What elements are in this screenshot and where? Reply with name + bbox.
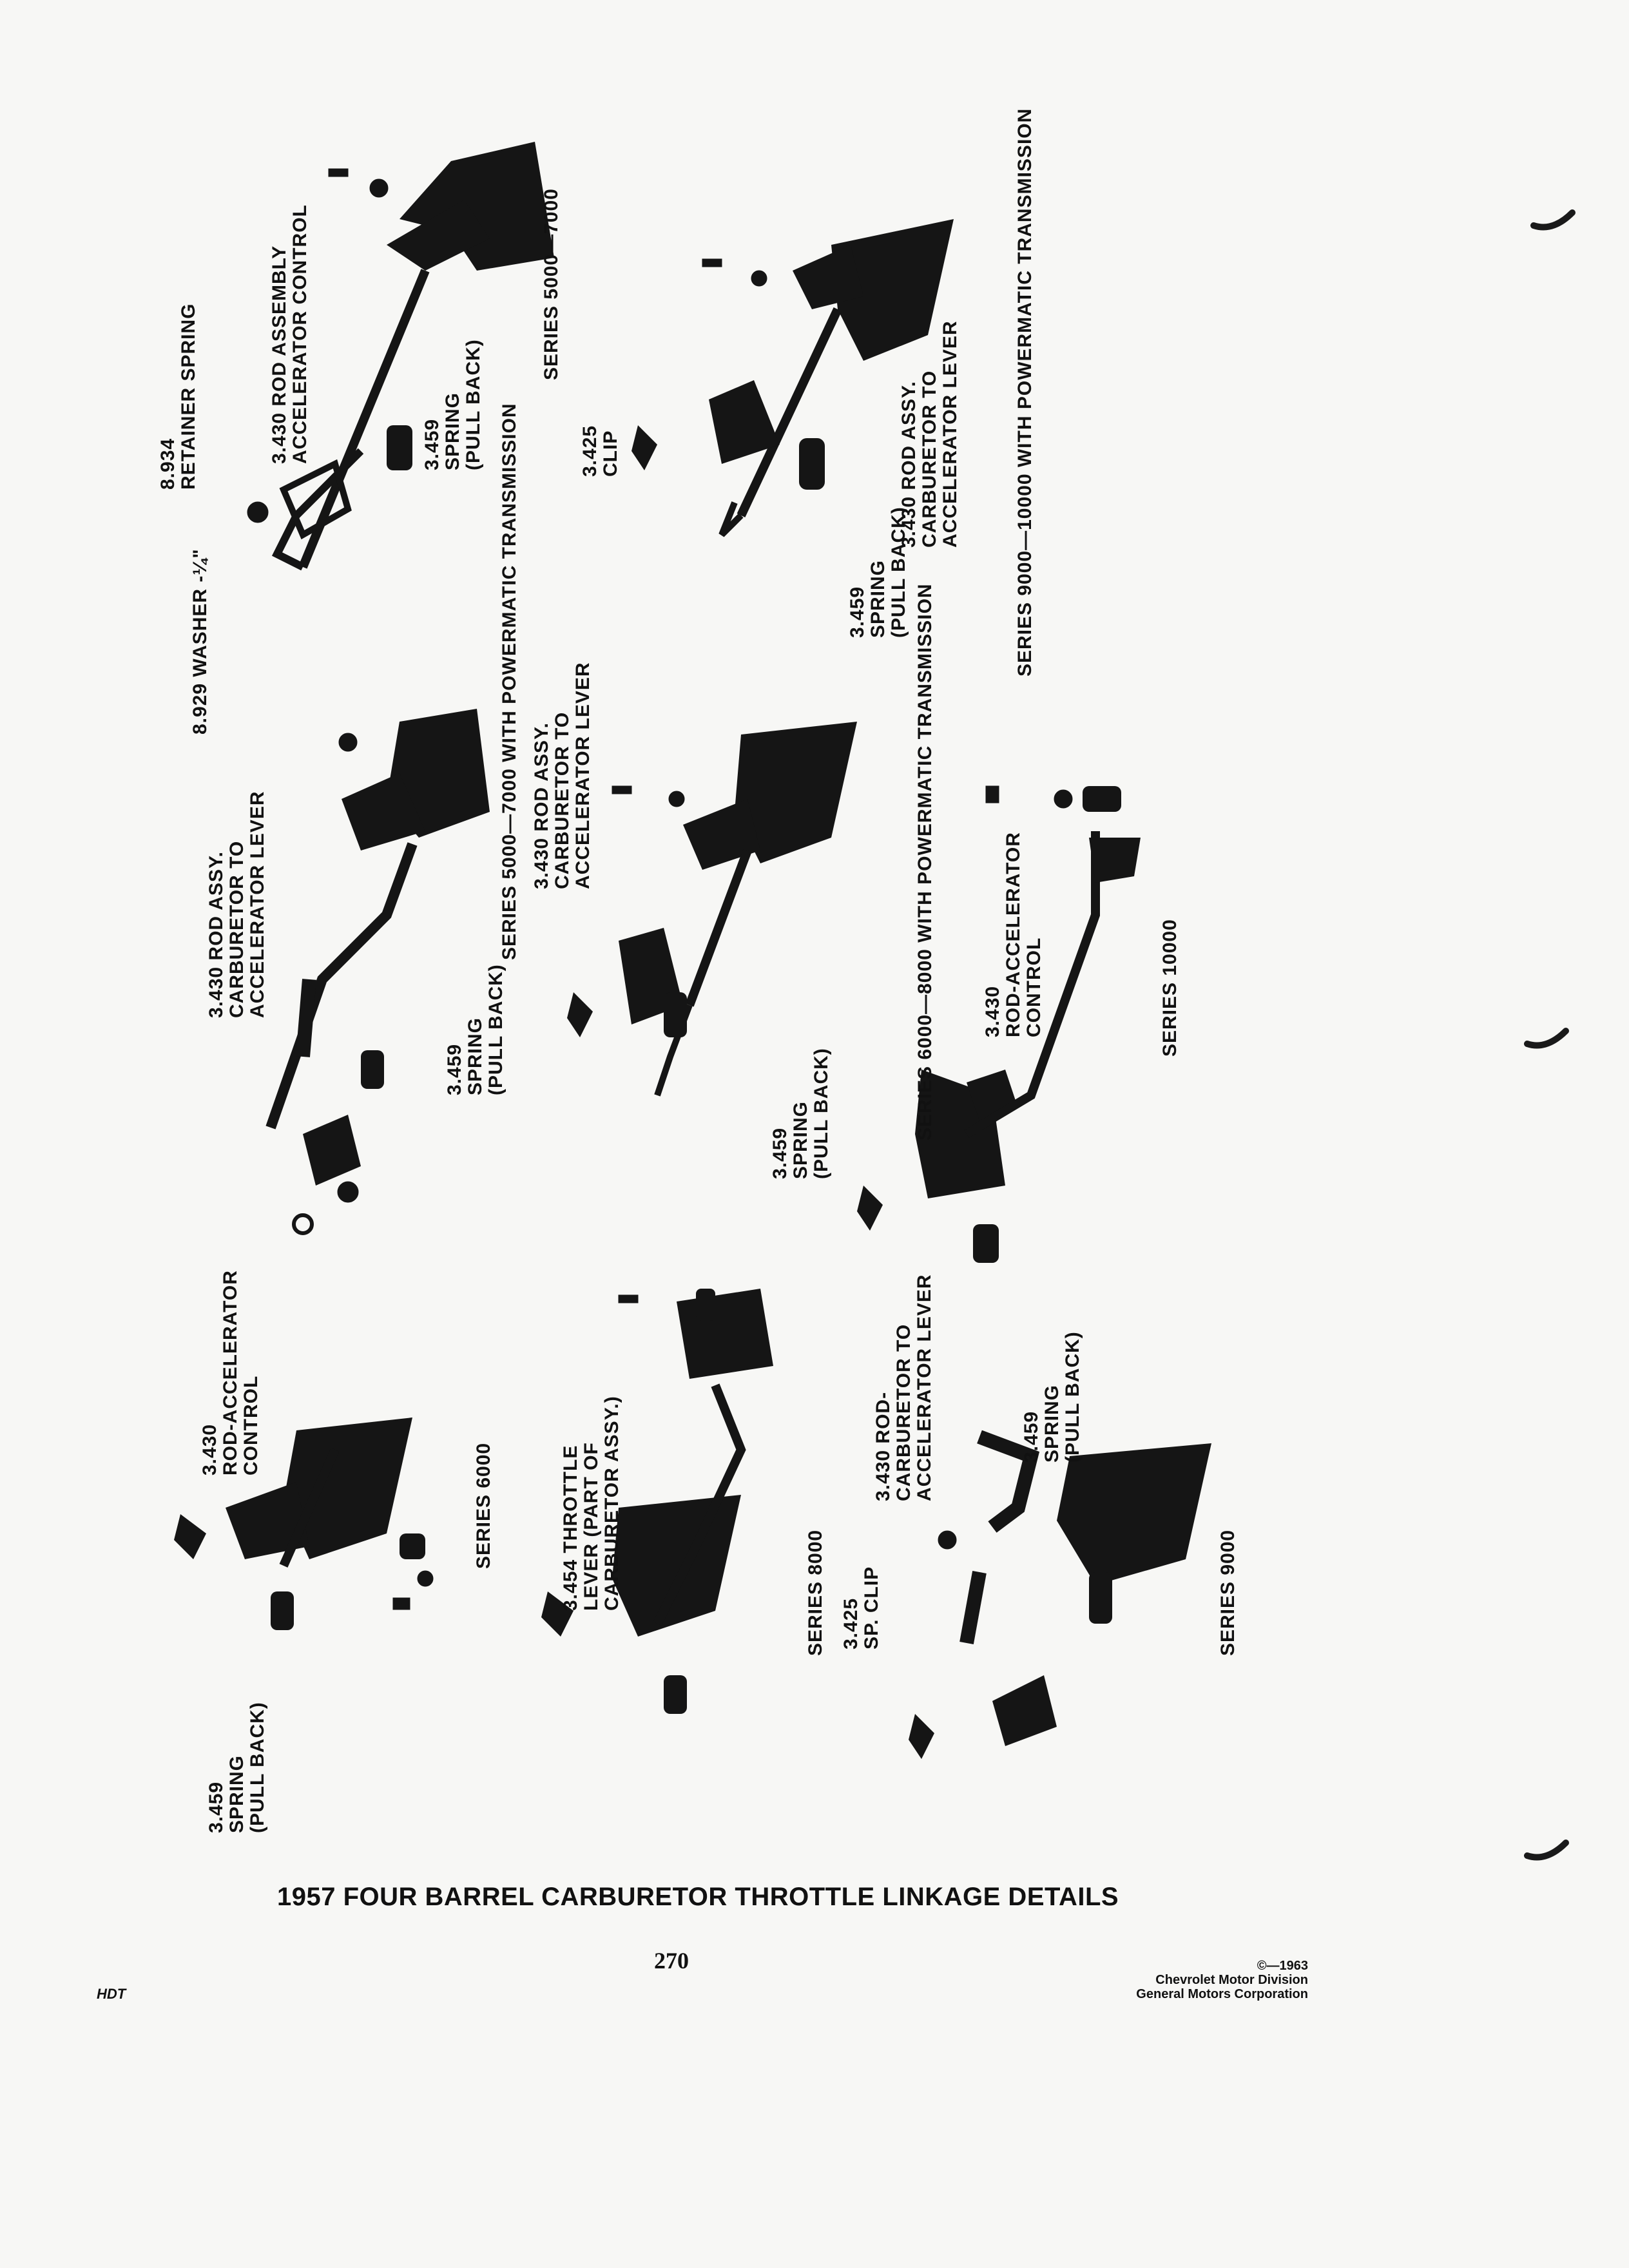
- linkage-drawing-6000-8000-powermatic: [567, 722, 857, 1095]
- label-rod-assy-6000-8000: 3.430 ROD ASSY. CARBURETOR TO ACCELERATOR LEVER: [531, 662, 593, 889]
- series-label-9000: SERIES 9000: [1217, 1529, 1239, 1656]
- series-label-9000-10000-powermatic: SERIES 9000—10000 WITH POWERMATIC TRANSMISSION: [1014, 108, 1036, 677]
- label-spring-9000: 3.459 SPRING (PULL BACK): [1021, 1331, 1083, 1463]
- label-spring-9000-powermatic: 3.459 SPRING (PULL BACK): [847, 506, 909, 638]
- label-rod-assembly: 3.430 ROD ASSEMBLY ACCELERATOR CONTROL: [269, 204, 311, 464]
- label-throttle-lever-8000: 3.454 THROTTLE LEVER (PART OF CARBURETOR ASSY.): [560, 1396, 622, 1611]
- label-rod-carburetor-9000: 3.430 ROD- CARBURETOR TO ACCELERATOR LEVER: [872, 1274, 935, 1501]
- copyright-credit: ©—1963 Chevrolet Motor Division General Motors Corporation: [1136, 1959, 1308, 2001]
- label-spring-middle: 3.459 SPRING (PULL BACK): [444, 964, 506, 1095]
- label-clip: 3.425 CLIP: [579, 425, 621, 477]
- figure-caption: 1957 FOUR BARREL CARBURETOR THROTTLE LINKAGE DETAILS: [277, 1883, 1119, 1911]
- label-retainer-spring: 8.934 RETAINER SPRING: [157, 303, 199, 490]
- label-spring-pull-back: 3.459 SPRING (PULL BACK): [421, 339, 484, 470]
- page-number: 270: [654, 1948, 689, 1974]
- label-rod-assy-middle: 3.430 ROD ASSY. CARBURETOR TO ACCELERATOR LEVER: [206, 791, 268, 1018]
- series-label-5000-7000: SERIES 5000—7000: [541, 188, 562, 380]
- label-washer: 8.929 WASHER -¼": [189, 548, 211, 735]
- series-label-8000: SERIES 8000: [805, 1529, 826, 1656]
- label-rod-accelerator-10000: 3.430 ROD-ACCELERATOR CONTROL: [982, 832, 1045, 1037]
- series-label-6000: SERIES 6000: [473, 1442, 494, 1569]
- label-spring-6000-8000: 3.459 SPRING (PULL BACK): [769, 1048, 832, 1179]
- label-rod-accelerator-6000: 3.430 ROD-ACCELERATOR CONTROL: [199, 1270, 262, 1475]
- series-label-10000: SERIES 10000: [1159, 919, 1181, 1057]
- label-rod-assy-9000: 3.430 ROD ASSY. CARBURETOR TO ACCELERATOR LEVER: [898, 320, 961, 548]
- footer-code: HDT: [97, 1986, 126, 2002]
- binder-marks: [1527, 213, 1572, 1858]
- series-label-6000-8000-powermatic: SERIES 6000—8000 WITH POWERMATIC TRANSMISSION: [914, 583, 936, 1140]
- linkage-drawing-9000: [909, 1437, 1211, 1759]
- label-sp-clip-9000: 3.425 SP. CLIP: [840, 1566, 882, 1649]
- label-spring-6000: 3.459 SPRING (PULL BACK): [206, 1702, 268, 1833]
- series-label-5000-7000-powermatic: SERIES 5000—7000 WITH POWERMATIC TRANSMISSION: [499, 403, 520, 960]
